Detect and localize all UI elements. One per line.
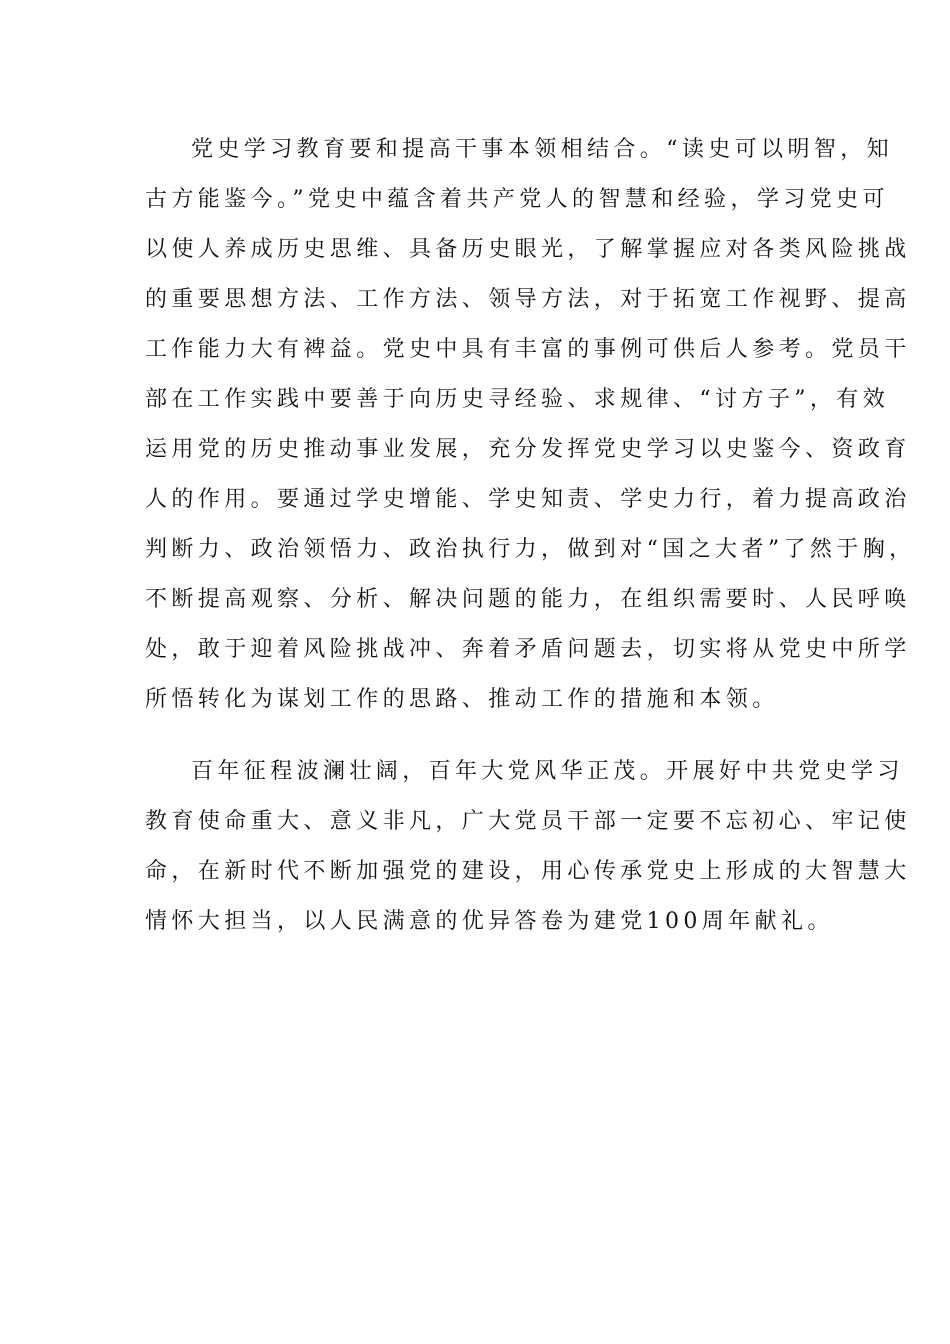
paragraph-2-line-3: 命，在新时代不断加强党的建设，用心传承党史上形成的大智慧大	[145, 859, 911, 884]
paragraph-1-line-7: 运用党的历史推动事业发展，充分发挥党史学习以史鉴今、资政育	[145, 437, 911, 462]
paragraph-1-line-3: 以使人养成历史思维、具备历史眼光，了解掌握应对各类风险挑战	[145, 237, 911, 262]
paragraph-2-line-1: 百年征程波澜壮阔，百年大党风华正茂。开展好中共党史学习	[191, 759, 904, 784]
paragraph-1-line-4: 的重要思想方法、工作方法、领导方法，对于拓宽工作视野、提高	[145, 287, 911, 312]
paragraph-1-line-2: 古方能鉴今。”党史中蕴含着共产党人的智慧和经验，学习党史可	[145, 187, 889, 212]
paragraph-2-line-2: 教育使命重大、意义非凡，广大党员干部一定要不忘初心、牢记使	[145, 809, 911, 834]
paragraph-2-line-4: 情怀大担当，以人民满意的优异答卷为建党100周年献礼。	[145, 909, 834, 934]
paragraph-1-line-11: 处，敢于迎着风险挑战冲、奔着矛盾问题去，切实将从党史中所学	[145, 637, 911, 662]
paragraph-1-line-10: 不断提高观察、分析、解决问题的能力，在组织需要时、人民呼唤	[145, 587, 911, 612]
paragraph-1-line-9: 判断力、政治领悟力、政治执行力，做到对“国之大者”了然于胸，	[145, 537, 916, 562]
paragraph-1-line-8: 人的作用。要通过学史增能、学史知责、学史力行，着力提高政治	[145, 487, 911, 512]
paragraph-1-line-1: 党史学习教育要和提高干事本领相结合。“读史可以明智，知	[191, 137, 894, 162]
paragraph-1-line-6: 部在工作实践中要善于向历史寻经验、求规律、“讨方子”，有效	[145, 387, 890, 412]
paragraph-1-line-12: 所悟转化为谋划工作的思路、推动工作的措施和本领。	[145, 687, 779, 712]
paragraph-1-line-5: 工作能力大有裨益。党史中具有丰富的事例可供后人参考。党员干	[145, 337, 911, 362]
